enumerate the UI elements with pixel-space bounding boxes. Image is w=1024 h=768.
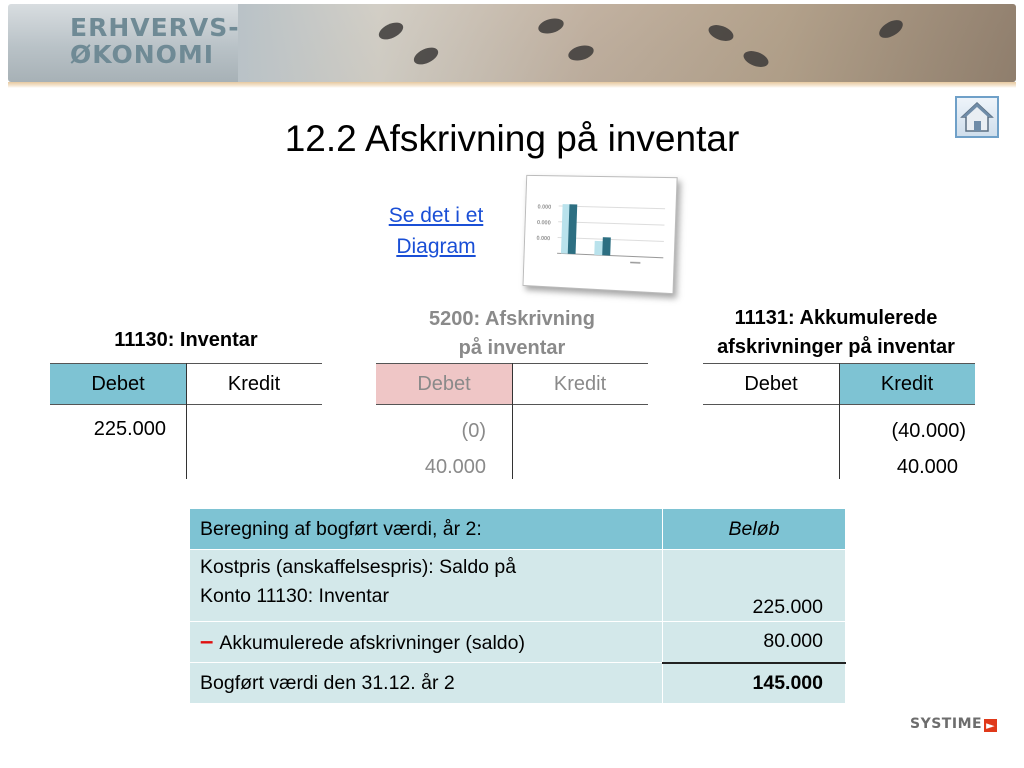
diagram-thumbnail[interactable] (523, 175, 678, 294)
systime-logo (910, 716, 997, 732)
banner-shadow (8, 82, 1016, 88)
bar-chart-icon (524, 176, 677, 293)
account-11131-debet: Debet (744, 373, 798, 395)
account-5200-kredit: Kredit (553, 373, 607, 395)
diagram-link-line-1: Se det i et (388, 204, 484, 227)
table-row (190, 663, 846, 704)
account-5200-title-line-2: på inventar (458, 337, 566, 359)
account-5200-divider (512, 363, 513, 479)
row-depreciation-label (190, 622, 663, 663)
table-header-label: Beregning af bogført værdi, år 2: (190, 509, 663, 550)
account-11130-debet: Debet (50, 364, 186, 404)
brand-line-1: ERHVERVS- (70, 13, 240, 42)
account-11131-title-line-2: afskrivninger på inventar (717, 336, 955, 358)
diagram-link[interactable] (370, 200, 502, 262)
thumb-tick-1: 0.000 (537, 204, 552, 211)
systime-text: SYSTIME (910, 716, 983, 732)
account-11130-title (50, 326, 322, 355)
minus-sign: – (200, 628, 214, 655)
account-5200-debit-entry-2: 40.000 (424, 456, 486, 478)
account-5200-title (376, 305, 648, 363)
table-header-amount: Beløb (663, 509, 846, 550)
table-row (190, 622, 846, 663)
systime-arrow-icon: ► (984, 719, 997, 732)
account-11130-divider (186, 363, 187, 479)
row-cost-label-line-2: Konto 11130: Inventar (200, 585, 390, 607)
account-5200-title-line-1: 5200: Afskrivning (429, 308, 595, 330)
account-11131-credit-entry-1: (40.000) (891, 420, 966, 442)
row-cost-amount: 225.000 (663, 550, 846, 622)
banner-photo (238, 4, 1016, 82)
account-5200-debet: Debet (376, 364, 512, 404)
brand-line-2: ØKONOMI (70, 40, 215, 69)
account-11130-debit-entry: 225.000 (93, 418, 166, 440)
account-11131-title (676, 304, 996, 362)
table-header-row (190, 509, 846, 550)
thumb-tick-2: 0.000 (536, 220, 551, 227)
brand-logo (70, 14, 240, 68)
row-depreciation-amount: 80.000 (663, 622, 846, 663)
row-cost-label-line-1: Kostpris (anskaffelsespris): Saldo på (200, 556, 517, 578)
account-11131-divider (839, 363, 840, 479)
account-11131-title-line-1: 11131: Akkumulerede (734, 307, 938, 329)
row-book-value-label: Bogført værdi den 31.12. år 2 (190, 663, 663, 704)
thumb-tick-3: 0.000 (536, 235, 551, 243)
account-11130-title-line-2: 11130: Inventar (114, 329, 258, 351)
diagram-link-line-2: Diagram (396, 235, 476, 258)
account-11131-kredit: Kredit (839, 364, 975, 404)
row-cost-label (190, 550, 663, 622)
row-depreciation-text: Akkumulerede afskrivninger (saldo) (219, 632, 525, 654)
book-value-table (189, 508, 846, 704)
slide-title: 12.2 Afskrivning på inventar (284, 118, 740, 159)
row-book-value-amount: 145.000 (663, 663, 846, 704)
header-banner (8, 4, 1016, 82)
table-row (190, 550, 846, 622)
account-11130-kredit: Kredit (227, 373, 281, 395)
account-11131-credit-entry-2: 40.000 (896, 456, 958, 478)
account-5200-debit-entry-1: (0) (461, 420, 486, 442)
